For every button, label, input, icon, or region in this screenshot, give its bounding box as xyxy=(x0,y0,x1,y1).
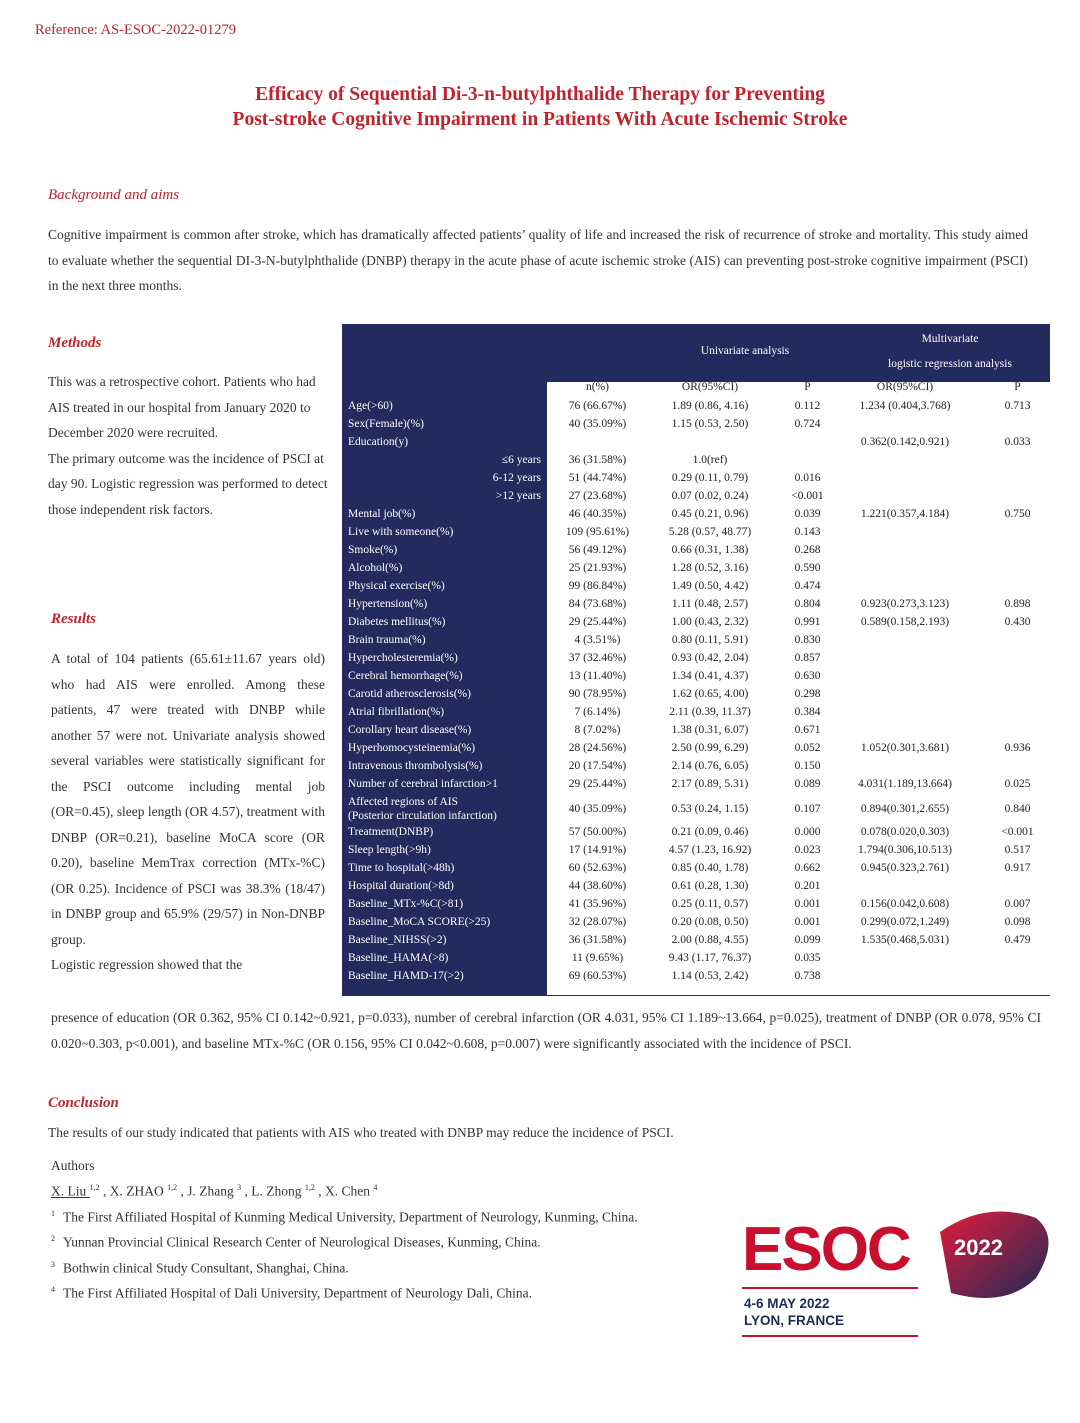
table-cell: 109 (95.61%) xyxy=(565,526,630,538)
affiliation-text: Yunnan Provincial Clinical Research Center of Neurological Diseases, Kunming, China. xyxy=(63,1234,541,1250)
table-cell: 0.016 xyxy=(794,472,821,484)
table-cell: 0.000 xyxy=(794,826,821,838)
table-cell: 9.43 (1.17, 76.37) xyxy=(668,952,752,964)
table-cell: 1.28 (0.52, 3.16) xyxy=(671,562,749,574)
table-cell: 0.150 xyxy=(794,760,821,772)
table-cell: 0.80 (0.11, 5.91) xyxy=(671,634,749,646)
affiliation-text: The First Affiliated Hospital of Dali University, Department of Neurology Dali, China. xyxy=(63,1285,533,1301)
logo-year: 2022 xyxy=(954,1235,1003,1260)
table-cell: 1.38 (0.31, 6.07) xyxy=(671,724,749,736)
table-cell: 0.53 (0.24, 1.15) xyxy=(671,803,749,815)
table-row-label: Smoke(%) xyxy=(348,544,398,556)
results-heading: Results xyxy=(51,611,97,627)
table-row-label: Baseline_NIHSS(>2) xyxy=(348,934,447,946)
table-column-header: n(%) xyxy=(586,381,609,393)
table-row-sublabel: ≤6 years xyxy=(501,454,541,466)
table-cell: 2.17 (0.89, 5.31) xyxy=(671,778,749,790)
results-paragraph-end: Logistic regression showed that the xyxy=(51,957,243,972)
author-separator: , xyxy=(314,1183,325,1199)
table-cell: 1.11 (0.48, 2.57) xyxy=(671,598,749,610)
table-cell: 0.840 xyxy=(1004,803,1031,815)
table-header-multivariate: Multivariate xyxy=(921,333,979,345)
table-row-label: Time to hospital(>48h) xyxy=(348,862,455,874)
table-cell: 5.28 (0.57, 48.77) xyxy=(668,526,752,538)
table-cell: 1.34 (0.41, 4.37) xyxy=(671,670,749,682)
title-line-2: Post-stroke Cognitive Impairment in Patients With Acute Ischemic Stroke xyxy=(232,109,848,130)
author-name: X. ZHAO xyxy=(109,1183,168,1199)
table-cell: 0.590 xyxy=(794,562,821,574)
table-row-label: Mental job(%) xyxy=(348,508,416,520)
table-cell: 4 (3.51%) xyxy=(574,634,621,646)
table-header-multivariate-sub: logistic regression analysis xyxy=(888,358,1012,370)
affiliation-item xyxy=(51,1203,638,1229)
table-cell: 0.923(0.273,3.123) xyxy=(860,598,950,610)
affiliation-item xyxy=(51,1228,638,1254)
reference-id: Reference: AS-ESOC-2022-01279 xyxy=(35,22,236,38)
results-text xyxy=(51,646,325,978)
table-row-label: Affected regions of AIS xyxy=(348,796,458,808)
table-cell: 57 (50.00%) xyxy=(568,826,627,838)
table-row-label: Hypertension(%) xyxy=(348,598,428,610)
author-affiliation-mark: 1,2 xyxy=(89,1183,100,1192)
table-cell: 0.099 xyxy=(794,934,821,946)
table-cell: 44 (38.60%) xyxy=(568,880,627,892)
table-column-header: OR(95%CI) xyxy=(876,381,934,393)
table-cell: 0.894(0.301,2.655) xyxy=(860,803,950,815)
table-cell: 40 (35.09%) xyxy=(568,803,627,815)
author-separator: , xyxy=(177,1183,188,1199)
poster-title xyxy=(0,82,1080,132)
table-cell: 0.107 xyxy=(794,803,821,815)
table-row-label: Number of cerebral infarction>1 xyxy=(348,778,498,790)
affiliation-number: 4 xyxy=(51,1285,55,1294)
table-cell: 27 (23.68%) xyxy=(568,490,627,502)
table-row-label: Carotid atherosclerosis(%) xyxy=(348,688,471,700)
affiliation-number: 1 xyxy=(51,1208,55,1218)
table-cell: 0.517 xyxy=(1004,844,1031,856)
table-cell: 0.804 xyxy=(794,598,821,610)
table-row-label: Hospital duration(>8d) xyxy=(348,880,454,892)
background-heading: Background and aims xyxy=(48,187,180,203)
table-row-label: Baseline_HAMA(>8) xyxy=(348,952,449,964)
table-cell: 0.61 (0.28, 1.30) xyxy=(671,880,749,892)
results-paragraph: A total of 104 patients (65.61±11.67 years old) who had AIS were enrolled. Among these patients, 47 were treated with DNBP while another 57 were not. Univariate analysis showed several variables were statistically significant for the PSCI outcome including mental job (OR=0.45), sleep length (OR 4.57), treatment with DNBP (OR=0.21), baseline MoCA score (OR 0.20), baseline MemTrax correction (MTx-%C) (OR 0.25). Incidence of PSCI was 38.3% (18/47) in DNBP group and 65.9% (29/57) in Non-DNBP group. xyxy=(51,651,325,947)
affiliations xyxy=(51,1203,638,1305)
affiliation-text: The First Affiliated Hospital of Kunming Medical University, Department of Neurology, Kunming, China. xyxy=(63,1209,638,1224)
table-row-label: Atrial fibrillation(%) xyxy=(348,706,445,718)
table-cell: 40 (35.09%) xyxy=(568,418,627,430)
table-cell: 0.023 xyxy=(794,844,821,856)
conclusion-heading: Conclusion xyxy=(48,1095,119,1111)
logo-place: LYON, FRANCE xyxy=(744,1313,845,1328)
conclusion-text: The results of our study indicated that patients with AIS who treated with DNBP may reduce the incidence of PSCI. xyxy=(48,1125,674,1140)
table-cell: <0.001 xyxy=(791,490,824,502)
table-cell: 0.007 xyxy=(1004,898,1031,910)
table-row-label: Sleep length(>9h) xyxy=(348,844,431,856)
authors-block xyxy=(51,1155,638,1305)
table-row-sublabel: 6-12 years xyxy=(492,472,541,484)
table-cell: 1.00 (0.43, 2.32) xyxy=(671,616,749,628)
table-row-label: Corollary heart disease(%) xyxy=(348,724,472,736)
author-name: L. Zhong xyxy=(251,1183,305,1199)
table-cell: 0.630 xyxy=(794,670,821,682)
table-row-sublabel: >12 years xyxy=(495,490,541,502)
table-cell: 13 (11.40%) xyxy=(568,670,627,682)
author-name: X. Liu xyxy=(51,1183,90,1199)
title-line-1: Efficacy of Sequential Di-3-n-butylphthalide Therapy for Preventing xyxy=(255,84,825,105)
table-cell: 0.85 (0.40, 1.78) xyxy=(671,862,749,874)
table-cell: 90 (78.95%) xyxy=(568,688,627,700)
table-row-label: Physical exercise(%) xyxy=(348,580,445,592)
table-cell: 0.991 xyxy=(794,616,821,628)
table-cell: 1.221(0.357,4.184) xyxy=(860,508,950,520)
table-cell: 1.234 (0.404,3.768) xyxy=(859,400,951,412)
table-cell: 20 (17.54%) xyxy=(568,760,627,772)
table-column-header: OR(95%CI) xyxy=(681,381,739,393)
table-cell: 7 (6.14%) xyxy=(574,706,621,718)
table-cell: 2.50 (0.99, 6.29) xyxy=(671,742,749,754)
methods-paragraph-2: The primary outcome was the incidence of PSCI at day 90. Logistic regression was performed to detect those independent risk factors. xyxy=(48,450,328,517)
table-row-label: Intravenous thrombolysis(%) xyxy=(348,760,483,772)
table-row-label: Education(y) xyxy=(348,436,409,448)
author-names xyxy=(51,1177,638,1203)
table-cell: 0.29 (0.11, 0.79) xyxy=(671,472,749,484)
table-cell: 0.25 (0.11, 0.57) xyxy=(671,898,749,910)
table-cell: 0.143 xyxy=(794,526,821,538)
table-cell: 69 (60.53%) xyxy=(568,970,627,982)
affiliation-item xyxy=(51,1254,638,1280)
table-column-header: P xyxy=(804,381,811,393)
table-cell: 0.201 xyxy=(794,880,821,892)
table-row-label: Age(>60) xyxy=(348,400,393,412)
author-affiliation-mark: 1,2 xyxy=(167,1183,178,1192)
table-cell: 0.098 xyxy=(1004,916,1031,928)
author-name: J. Zhang xyxy=(187,1183,238,1199)
table-cell: 1.62 (0.65, 4.00) xyxy=(671,688,749,700)
author-separator: , xyxy=(241,1183,252,1199)
table-cell: 0.589(0.158,2.193) xyxy=(860,616,950,628)
table-row-label: Alcohol(%) xyxy=(348,562,403,574)
table-cell: 0.035 xyxy=(794,952,821,964)
table-header-univariate: Univariate analysis xyxy=(700,345,790,357)
table-cell: 51 (44.74%) xyxy=(568,472,627,484)
table-cell: 37 (32.46%) xyxy=(568,652,627,664)
author-affiliation-mark: 3 xyxy=(237,1183,242,1192)
esoc-logo xyxy=(736,1198,1056,1348)
table-row-label-2: (Posterior circulation infarction) xyxy=(348,810,497,822)
table-cell: 0.089 xyxy=(794,778,821,790)
table-cell: 0.713 xyxy=(1004,400,1031,412)
affiliation-number: 2 xyxy=(51,1234,55,1243)
table-cell: 60 (52.63%) xyxy=(568,862,627,874)
table-cell: 0.830 xyxy=(794,634,821,646)
table-cell: 46 (40.35%) xyxy=(568,508,627,520)
background-text: Cognitive impairment is common after stroke, which has dramatically affected patients’ quality of life and increased the risk of recurrence of stroke and mortality. This study aimed to evaluate whether the sequential DI-3-N-butylphthalide (DNBP) therapy in the acute phase of acute ischemic stroke (AIS) can preventing post-stroke cognitive impairment (PSCI) in the next three months. xyxy=(48,227,1028,293)
logo-date: 4-6 MAY 2022 xyxy=(744,1296,830,1311)
table-cell: 0.857 xyxy=(794,652,821,664)
table-cell: 1.794(0.306,10.513) xyxy=(858,844,952,856)
table-row-label: Hypercholesteremia(%) xyxy=(348,652,458,664)
table-cell: 0.917 xyxy=(1004,862,1031,874)
table-cell: 0.025 xyxy=(1004,778,1031,790)
table-row-label: Brain trauma(%) xyxy=(348,634,426,646)
table-cell: 2.11 (0.39, 11.37) xyxy=(669,706,751,718)
table-cell: 1.0(ref) xyxy=(692,454,728,466)
table-cell: 0.298 xyxy=(794,688,821,700)
table-cell: 0.430 xyxy=(1004,616,1031,628)
table-cell: 1.15 (0.53, 2.50) xyxy=(671,418,749,430)
methods-heading: Methods xyxy=(48,335,102,351)
table-cell: 0.21 (0.09, 0.46) xyxy=(671,826,749,838)
table-row-label: Baseline_MoCA SCORE(>25) xyxy=(348,916,491,928)
table-cell: 99 (86.84%) xyxy=(568,580,627,592)
author-separator: , xyxy=(99,1183,110,1199)
table-cell: 2.00 (0.88, 4.55) xyxy=(671,934,749,946)
table-cell: 0.936 xyxy=(1004,742,1031,754)
affiliation-number: 3 xyxy=(51,1259,55,1269)
table-cell: 0.45 (0.21, 0.96) xyxy=(671,508,749,520)
table-cell: 1.49 (0.50, 4.42) xyxy=(671,580,749,592)
table-cell: <0.001 xyxy=(1001,826,1034,838)
table-cell: 0.662 xyxy=(794,862,821,874)
table-cell: 76 (66.67%) xyxy=(568,400,627,412)
table-cell: 56 (49.12%) xyxy=(568,544,627,556)
author-affiliation-mark: 1,2 xyxy=(304,1183,315,1192)
table-row-label: Cerebral hemorrhage(%) xyxy=(348,670,463,682)
table-cell: 84 (73.68%) xyxy=(568,598,627,610)
logo-wordmark: ESOC xyxy=(742,1215,910,1284)
table-cell: 0.033 xyxy=(1004,436,1031,448)
table-cell: 8 (7.02%) xyxy=(574,724,621,736)
table-cell: 4.031(1.189,13.664) xyxy=(858,778,952,790)
table-cell: 0.001 xyxy=(794,916,821,928)
methods-paragraph-1: This was a retrospective cohort. Patients who had AIS treated in our hospital from January 2020 to December 2020 were recruited. xyxy=(48,374,316,440)
table-row-label: Hyperhomocysteinemia(%) xyxy=(348,742,476,754)
table-column-header: P xyxy=(1014,381,1021,393)
table-row-label: Diabetes mellitus(%) xyxy=(348,616,446,628)
table-cell: 0.66 (0.31, 1.38) xyxy=(671,544,749,556)
table-cell: 1.14 (0.53, 2.42) xyxy=(671,970,749,982)
table-cell: 29 (25.44%) xyxy=(568,616,627,628)
methods-text xyxy=(48,369,328,522)
table-row-label: Baseline_HAMD-17(>2) xyxy=(348,970,464,982)
table-cell: 0.479 xyxy=(1004,934,1031,946)
authors-label: Authors xyxy=(51,1158,95,1173)
table-row-label: Baseline_MTx-%C(>81) xyxy=(348,898,464,910)
table-cell: 1.89 (0.86, 4.16) xyxy=(671,400,749,412)
table-cell: 41 (35.96%) xyxy=(568,898,627,910)
table-cell: 36 (31.58%) xyxy=(568,454,627,466)
table-cell: 32 (28.07%) xyxy=(568,916,627,928)
table-cell: 1.052(0.301,3.681) xyxy=(860,742,950,754)
table-row-label: Sex(Female)(%) xyxy=(348,418,424,430)
table-cell: 0.052 xyxy=(794,742,821,754)
table-row-label: Treatment(DNBP) xyxy=(348,826,434,838)
results-continued: presence of education (OR 0.362, 95% CI 0.142~0.921, p=0.033), number of cerebral infarction (OR 4.031, 95% CI 1.189~13.664, p=0.025), treatment of DNBP (OR 0.078, 95% CI 0.020~0.303, p<0.001), and baseline MTx-%C (OR 0.156, 95% CI 0.042~0.608, p=0.007) were significantly associated with the incidence of PSCI. xyxy=(51,1010,1041,1051)
table-cell: 29 (25.44%) xyxy=(568,778,627,790)
table-cell: 0.156(0.042,0.608) xyxy=(860,898,950,910)
table-cell: 2.14 (0.76, 6.05) xyxy=(671,760,749,772)
table-cell: 17 (14.91%) xyxy=(568,844,627,856)
table-cell: 0.299(0.072,1.249) xyxy=(860,916,950,928)
table-cell: 0.078(0.020,0.303) xyxy=(860,826,950,838)
table-cell: 0.268 xyxy=(794,544,821,556)
affiliation-text: Bothwin clinical Study Consultant, Shanghai, China. xyxy=(63,1260,349,1275)
table-cell: 0.001 xyxy=(794,898,821,910)
table-cell: 0.93 (0.42, 2.04) xyxy=(671,652,749,664)
table-cell: 0.750 xyxy=(1004,508,1031,520)
table-row-label: Live with someone(%) xyxy=(348,526,454,538)
table-cell: 25 (21.93%) xyxy=(568,562,627,574)
table-cell: 0.738 xyxy=(794,970,821,982)
table-cell: 0.945(0.323,2.761) xyxy=(860,862,950,874)
author-name: X. Chen xyxy=(325,1183,374,1199)
table-cell: 0.112 xyxy=(794,400,821,412)
table-cell: 0.724 xyxy=(794,418,821,430)
table-cell: 0.384 xyxy=(794,706,821,718)
table-cell: 11 (9.65%) xyxy=(571,952,624,964)
table-cell: 0.362(0.142,0.921) xyxy=(860,436,950,448)
affiliation-item xyxy=(51,1279,638,1305)
table-cell: 0.20 (0.08, 0.50) xyxy=(671,916,749,928)
table-cell: 0.474 xyxy=(794,580,821,592)
table-cell: 4.57 (1.23, 16.92) xyxy=(668,844,752,856)
table-cell: 28 (24.56%) xyxy=(568,742,627,754)
table-cell: 1.535(0.468,5.031) xyxy=(860,934,950,946)
table-cell: 0.671 xyxy=(794,724,821,736)
table-cell: 0.898 xyxy=(1004,598,1031,610)
table-cell: 0.07 (0.02, 0.24) xyxy=(671,490,749,502)
author-affiliation-mark: 4 xyxy=(373,1183,378,1192)
table-cell: 36 (31.58%) xyxy=(568,934,627,946)
table-cell: 0.039 xyxy=(794,508,821,520)
